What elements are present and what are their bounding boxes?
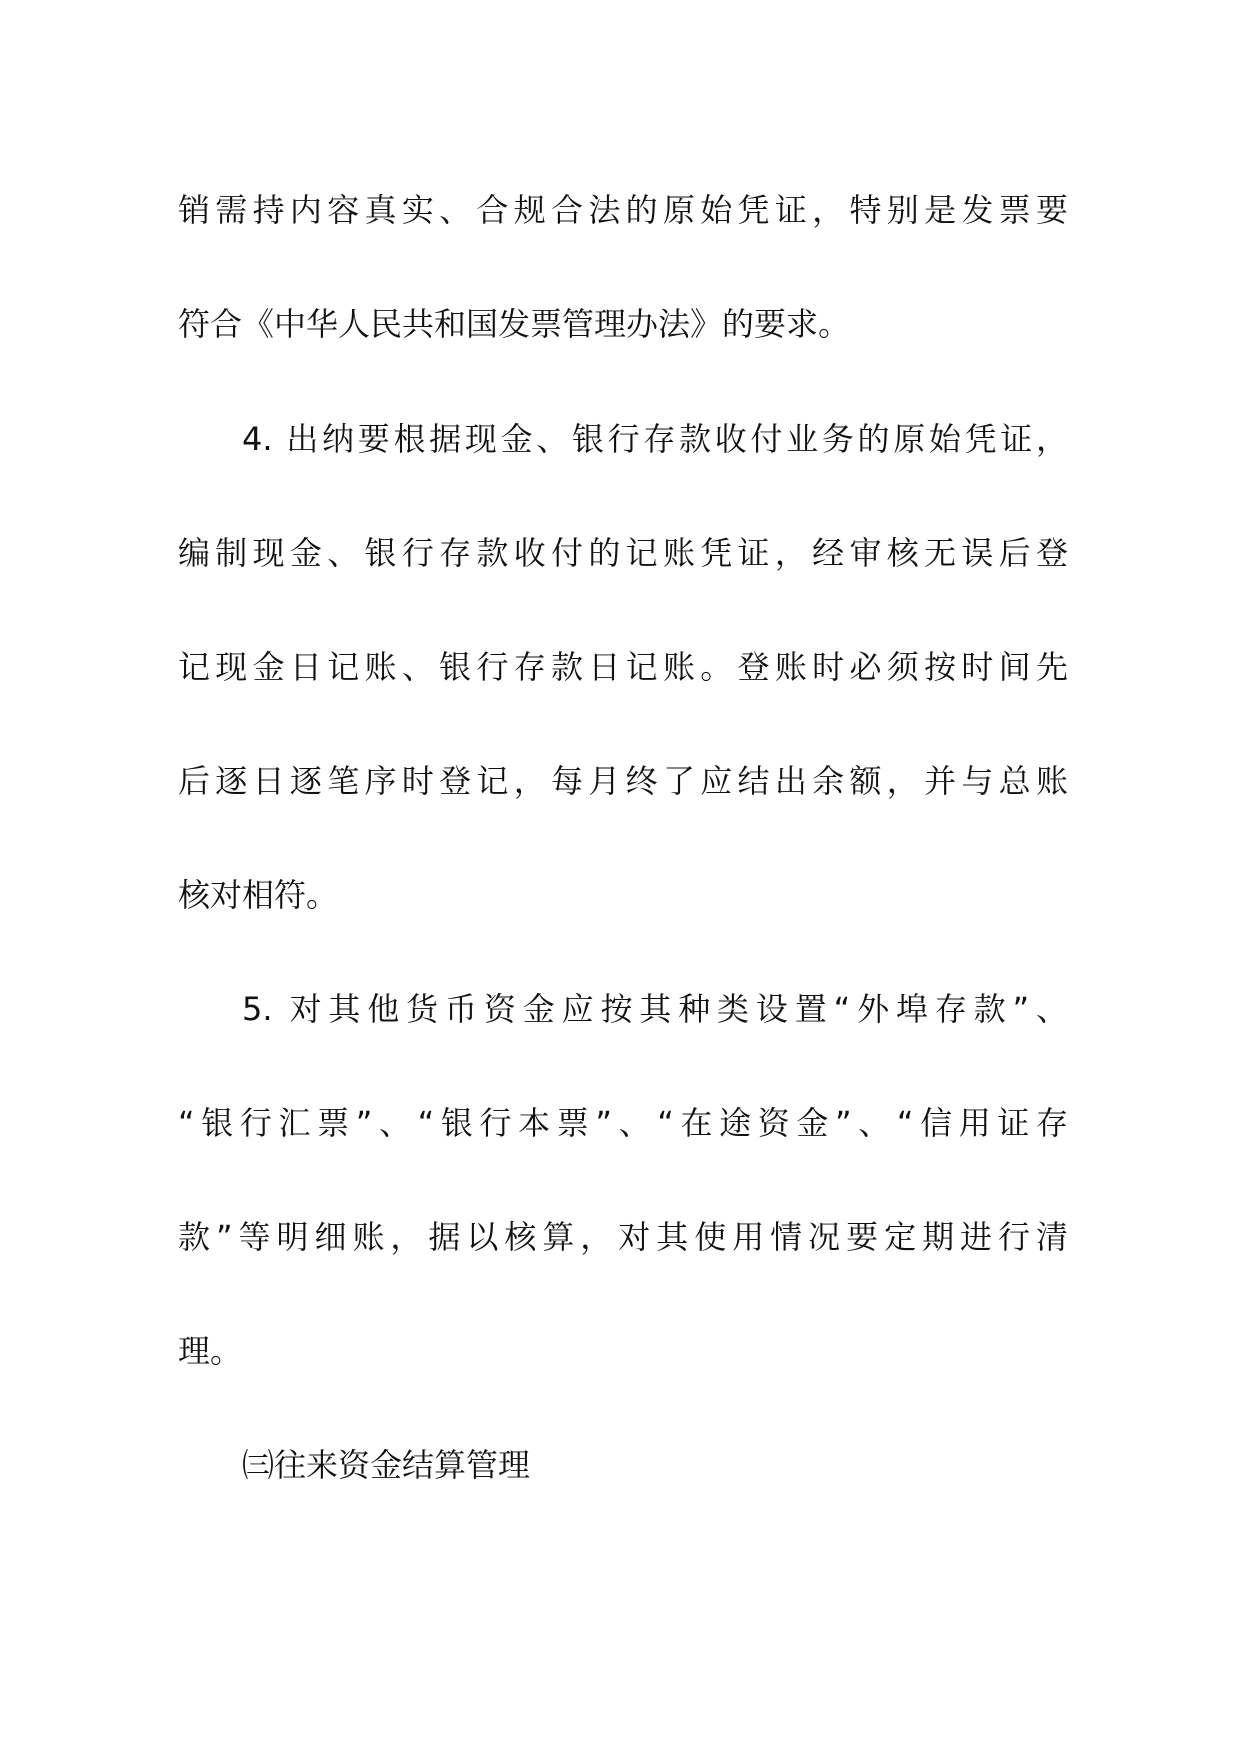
paragraph-line: 款”等明细账，据以核算，对其使用情况要定期进行清 <box>178 1218 1068 1256</box>
section-heading: ㈢往来资金结算管理 <box>242 1446 531 1484</box>
paragraph-line: 理。 <box>178 1332 243 1370</box>
paragraph-line: 记现金日记账、银行存款日记账。登账时必须按时间先 <box>178 648 1068 686</box>
paragraph-line: 编制现金、银行存款收付的记账凭证，经审核无误后登 <box>178 534 1068 572</box>
paragraph-line: “银行汇票”、“银行本票”、“在途资金”、“信用证存 <box>178 1104 1068 1142</box>
paragraph-line: 5. 对其他货币资金应按其种类设置“外埠存款”、 <box>242 990 1068 1028</box>
paragraph-line: 核对相符。 <box>178 876 339 914</box>
paragraph-line: 销需持内容真实、合规合法的原始凭证，特别是发票要 <box>178 191 1068 229</box>
paragraph-line: 后逐日逐笔序时登记，每月终了应结出余额，并与总账 <box>178 762 1068 800</box>
paragraph-line: 4. 出纳要根据现金、银行存款收付业务的原始凭证， <box>242 420 1068 458</box>
paragraph-line: 符合《中华人民共和国发票管理办法》的要求。 <box>178 305 851 343</box>
